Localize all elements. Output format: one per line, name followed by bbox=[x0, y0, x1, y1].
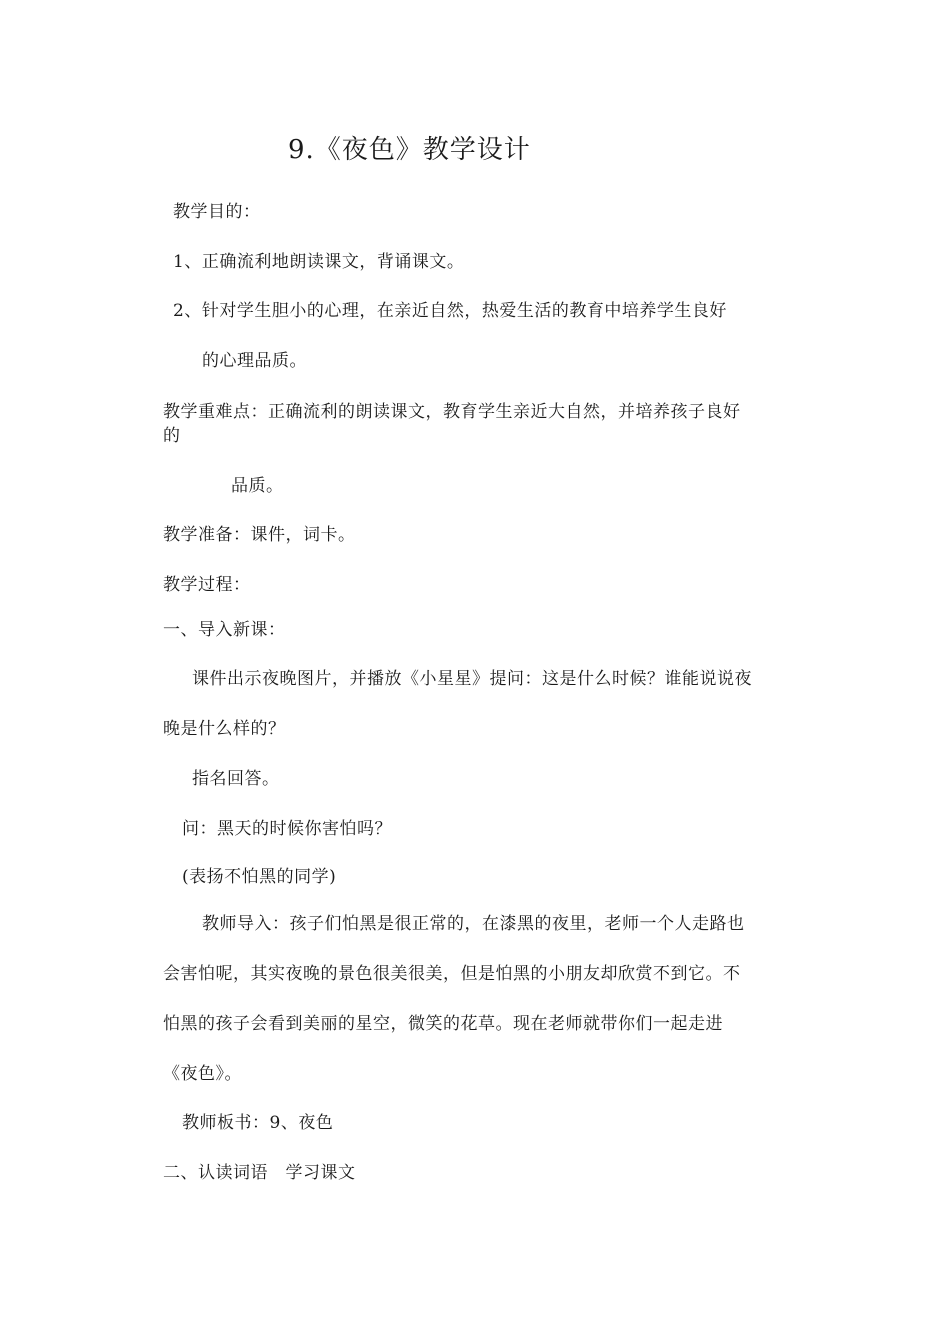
key-points-line-2: 的 bbox=[163, 426, 181, 446]
section-1-paragraph-line-2: 晚是什么样的？ bbox=[163, 719, 286, 739]
section-1-praise: (表扬不怕黑的同学) bbox=[182, 867, 337, 887]
document-title: 9.《夜色》教学设计 bbox=[288, 135, 531, 165]
board-writing: 教师板书：9、夜色 bbox=[182, 1113, 334, 1133]
intro-line-2: 会害怕呢，其实夜晚的景色很美很美，但是怕黑的小朋友却欣赏不到它。不 bbox=[163, 964, 741, 984]
preparation-text: 教学准备：课件，词卡。 bbox=[163, 525, 356, 545]
intro-line-4: 《夜色》。 bbox=[163, 1064, 242, 1084]
key-points-line-1: 教学重难点：正确流利的朗读课文，教育学生亲近大自然，并培养孩子良好 bbox=[163, 402, 741, 422]
section-2-heading: 二、认读词语 学习课文 bbox=[163, 1163, 356, 1183]
section-1-answer: 指名回答。 bbox=[192, 769, 280, 789]
intro-line-3: 怕黑的孩子会看到美丽的星空，微笑的花草。现在老师就带你们一起走进 bbox=[163, 1014, 723, 1034]
objective-item-2-line-1: 2、针对学生胆小的心理，在亲近自然，热爱生活的教育中培养学生良好 bbox=[173, 301, 727, 321]
key-points-line-3: 品质。 bbox=[231, 476, 284, 496]
section-1-question: 问：黑天的时候你害怕吗？ bbox=[182, 819, 392, 839]
section-1-paragraph-line-1: 课件出示夜晚图片，并播放《小星星》提问：这是什么时候？谁能说说夜 bbox=[192, 669, 752, 689]
objective-item-1: 1、正确流利地朗读课文，背诵课文。 bbox=[173, 252, 465, 272]
process-heading: 教学过程： bbox=[163, 575, 251, 595]
objectives-heading: 教学目的： bbox=[173, 202, 261, 222]
intro-line-1: 教师导入：孩子们怕黑是很正常的，在漆黑的夜里，老师一个人走路也 bbox=[202, 914, 745, 934]
objective-item-2-line-2: 的心理品质。 bbox=[202, 351, 307, 371]
section-1-heading: 一、导入新课： bbox=[163, 620, 286, 640]
